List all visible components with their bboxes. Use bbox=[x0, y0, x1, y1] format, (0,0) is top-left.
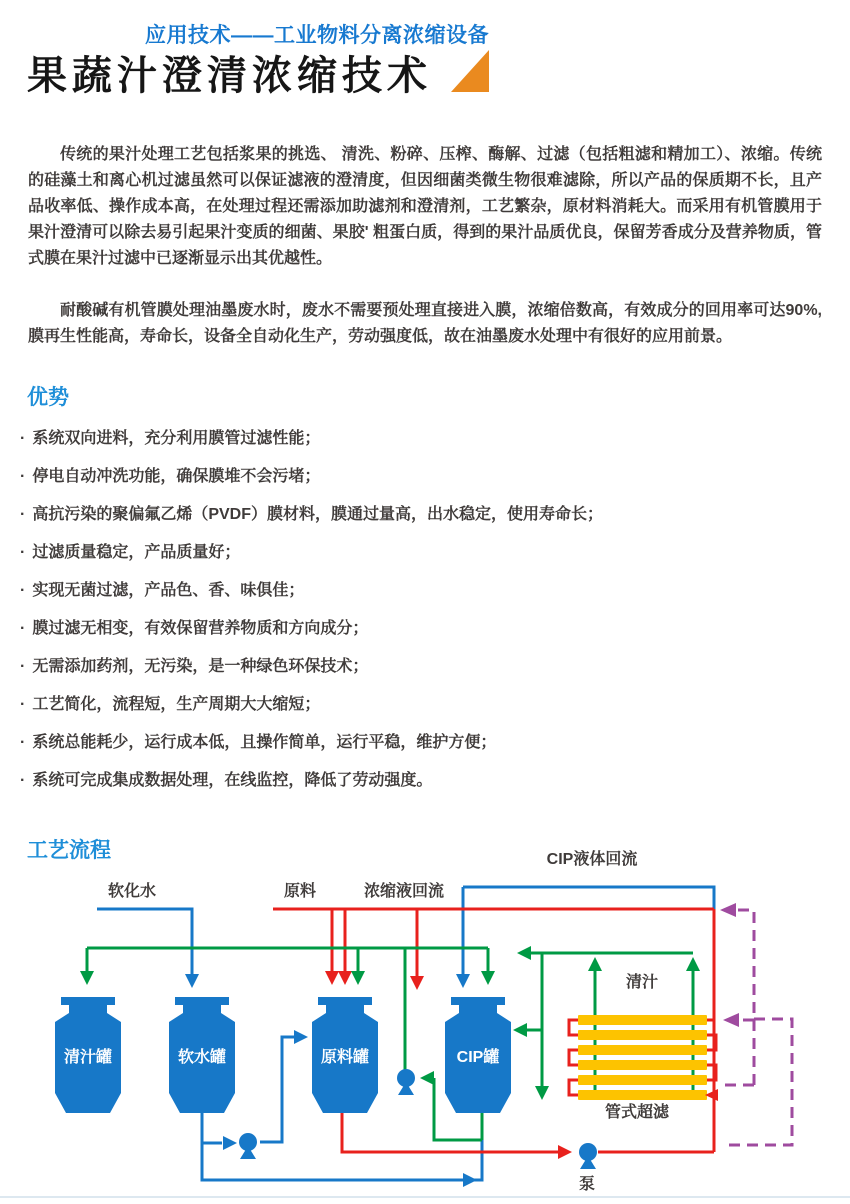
raw-material-label: 原料 bbox=[283, 883, 317, 900]
clear-juice-tank-label: 清汁罐 bbox=[63, 1049, 113, 1066]
advantage-item bbox=[20, 610, 820, 648]
process-flow-diagram bbox=[0, 850, 850, 1204]
bullet-marker: · bbox=[20, 544, 26, 561]
advantage-item bbox=[20, 724, 820, 762]
title-triangle-icon bbox=[451, 50, 489, 92]
bullet-marker: · bbox=[20, 658, 26, 675]
advantage-text: 系统双向进料，充分利用膜管过滤性能； bbox=[32, 430, 321, 447]
cip-dashed-circuit bbox=[720, 910, 792, 1145]
bullet-marker: · bbox=[20, 696, 26, 713]
bullet-marker: · bbox=[20, 506, 26, 523]
advantage-text: 过滤质量稳定，产品质量好； bbox=[32, 544, 241, 561]
intro-paragraph-1: 传统的果汁处理工艺包括浆果的挑选、 清洗、粉碎、压榨、酶解、过滤（包括粗滤和精加工）、浓缩。传统的硅藻土和离心机过滤虽然可以保证滤液的澄清度，但因细菌类微生物很难滤除，所以产品的保质期不长，且产品收率低、操作成本高，在处理过程还需添加助滤剂和澄清剂，工艺繁杂，原材料消耗大。而采用有机管膜用于果汁澄清可以除去易引起果汁变质的细菌、果胶' 粗蛋白质，得到的果汁品质优良，保留芳香成分及营养物质，管式膜在果汁过滤中已逐渐显示出其优越性。 bbox=[28, 146, 822, 267]
concentrate-reflux-label: 浓缩液回流 bbox=[363, 883, 445, 900]
bullet-marker: · bbox=[20, 734, 26, 751]
cip-reflux-label: CIP液体回流 bbox=[546, 851, 638, 868]
advantage-text: 停电自动冲洗功能，确保膜堆不会污堵； bbox=[32, 468, 321, 485]
pump-soft-water bbox=[239, 1133, 257, 1159]
purple-arrowheads bbox=[720, 903, 739, 1027]
bottom-divider bbox=[0, 1196, 850, 1198]
bullet-marker: · bbox=[20, 772, 26, 789]
advantage-item bbox=[20, 686, 820, 724]
advantage-text: 膜过滤无相变，有效保留营养物质和方向成分； bbox=[32, 620, 369, 637]
advantage-text: 高抗污染的聚偏氟乙烯（PVDF）膜材料，膜通过量高，出水稳定，使用寿命长； bbox=[32, 506, 604, 523]
pump-feed bbox=[579, 1143, 597, 1169]
advantages-list bbox=[20, 420, 820, 800]
advantage-item bbox=[20, 762, 820, 800]
advantage-text: 无需添加药剂，无污染，是一种绿色环保技术； bbox=[32, 658, 369, 675]
softened-water-label: 软化水 bbox=[107, 883, 157, 900]
advantage-item bbox=[20, 572, 820, 610]
advantage-item bbox=[20, 420, 820, 458]
advantage-text: 系统总能耗少，运行成本低，且操作简单，运行平稳，维护方便； bbox=[32, 734, 497, 751]
intro-paragraph-2: 耐酸碱有机管膜处理油墨废水时，废水不需要预处理直接进入膜，浓缩倍数高，有效成分的回用率可达90%, 膜再生性能高，寿命长，设备全自动化生产，劳动强度低，故在油墨废水处理中有很好的应用前景。 bbox=[28, 302, 822, 345]
advantage-text: 工艺简化，流程短，生产周期大大缩短； bbox=[32, 696, 321, 713]
advantage-item bbox=[20, 496, 820, 534]
advantage-item bbox=[20, 458, 820, 496]
bullet-marker: · bbox=[20, 582, 26, 599]
pump-label: 泵 bbox=[578, 1176, 596, 1193]
clear-juice-label: 清汁 bbox=[625, 974, 659, 991]
bullet-marker: · bbox=[20, 430, 26, 447]
tubular-ultrafilter-membranes bbox=[578, 1015, 707, 1100]
tubular-uf-label: 管式超滤 bbox=[604, 1104, 670, 1121]
advantage-text: 实现无菌过滤，产品色、香、味俱佳； bbox=[32, 582, 305, 599]
advantage-text: 系统可完成集成数据处理，在线监控，降低了劳动强度。 bbox=[32, 772, 433, 789]
advantage-item bbox=[20, 534, 820, 572]
bullet-marker: · bbox=[20, 468, 26, 485]
raw-material-tank-label: 原料罐 bbox=[320, 1049, 370, 1066]
pump-circulation bbox=[397, 1069, 415, 1095]
soft-water-tank-label: 软水罐 bbox=[177, 1049, 227, 1066]
advantage-item bbox=[20, 648, 820, 686]
process-flow-heading: 工艺流程 bbox=[27, 839, 111, 862]
category-subtitle: 应用技术——工业物料分离浓缩设备 bbox=[145, 24, 489, 47]
bullet-marker: · bbox=[20, 620, 26, 637]
advantages-heading: 优势 bbox=[27, 386, 69, 409]
page-title: 果蔬汁澄清浓缩技术 bbox=[27, 54, 432, 98]
cip-tank-label: CIP罐 bbox=[456, 1049, 500, 1066]
